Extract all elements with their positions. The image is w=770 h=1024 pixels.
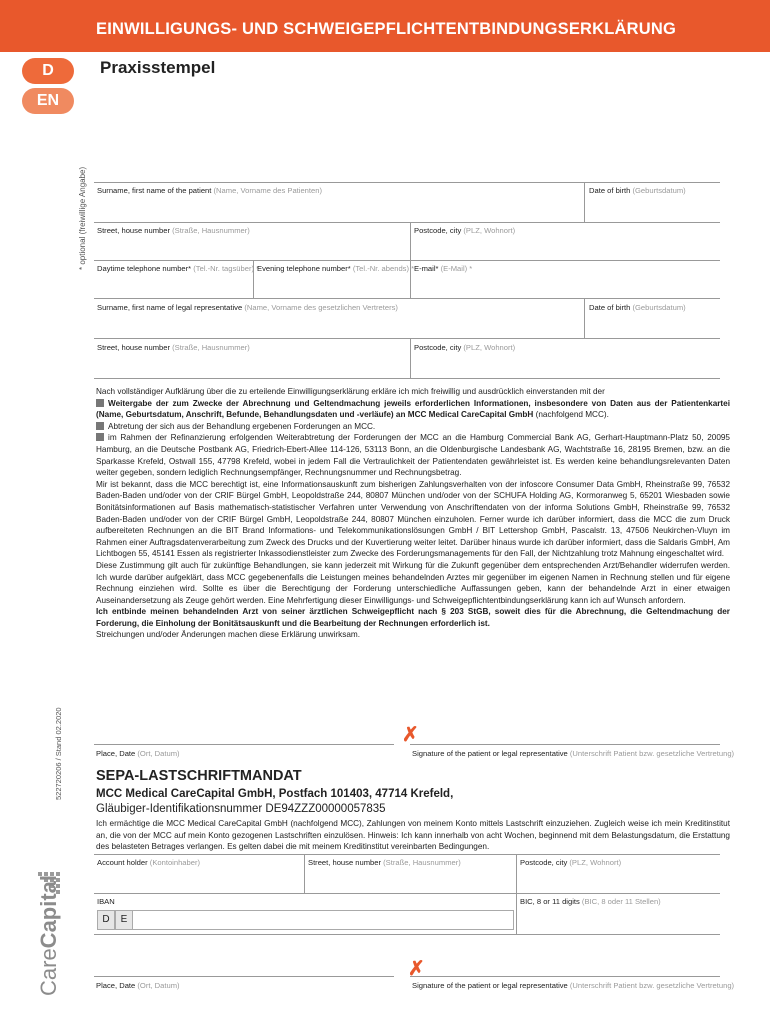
street-field[interactable]: Street, house number (Straße, Hausnummer) — [97, 226, 250, 235]
consent-text — [96, 386, 730, 641]
iban-country-e: E — [115, 910, 133, 930]
consent-para-4: Streichungen und/oder Änderungen machen diese Erklärung unwirksam. — [96, 630, 360, 640]
consent-item-1: Weitergabe der zum Zwecke der Abrechnung und Geltendmachung jeweils erforderlichen Informationen, insbesondere von Daten aus der Patientenkartei (Name, Geburtsdatum, Anschrift, Befunde, Behandlungsdaten und -verläufe) an MCC Medical CareCapital GmbH (nachfolgend MCC). — [96, 398, 730, 420]
form-divider — [304, 854, 305, 893]
signature-line — [94, 744, 394, 745]
language-badge-en[interactable]: EN — [22, 88, 74, 114]
form-line — [94, 260, 720, 261]
representative-postcode-field[interactable]: Postcode, city (PLZ, Wohnort) — [414, 343, 516, 352]
consent-para-1: Mir ist bekannt, dass die MCC berechtigt ist, eine Informationsauskunft zum bisherigen Zahlungsverhalten von der infoscore Consumer Data GmbH, Rheinstraße 99, 76532 Baden-Baden und/oder von der CRIF Bürgel GmbH, Leopoldstraße 244, 80807 München und/oder von der SCHUFA Holding AG, Kormoranweg 5, 65201 Wiesbaden sowie Bonitätsinformationen auf Basis mathematisch-statistischer Verfahren unter Verwendung von Anschriftendaten von der informa Solutions GmbH, Rheinstraße 99, 76532 Baden-Baden und/oder von der CRIF Bürgel GmbH, Leopoldstraße 244, 80807 München einzuholen. Ferner wurde ich darüber informiert, dass die MCC die zum Druck aufbereiteten Rechnungen an die BIT Brand Informations- und Telekommunikationslösungen GmbH / BIT Lettershop GmbH, Pascalstr. 13, 47506 Neukirchen-Vluyn im Rahmen einer Auftragsdatenverarbeitung zum Zweck des Drucks und der Kuvertierung weiter leitet. Darüber hinaus wurde ich darüber informiert, dass die Saldaris GmbH, Am Lichtbogen 55, 45141 Essen als registrierter Inkassodienstleister zum Zwecke des Forderungsmanagements für den Fall, der Nichtzahlung trotz Mahnung eingeschaltet wird. — [96, 479, 730, 559]
email-field[interactable]: E-mail* (E-Mail) * — [414, 264, 473, 273]
signature-field-2[interactable]: Signature of the patient or legal representative (Unterschrift Patient bzw. gesetzliche Vertretung) — [412, 981, 735, 990]
form-divider — [410, 338, 411, 378]
form-divider — [410, 222, 411, 298]
form-line — [94, 222, 720, 223]
place-date-field[interactable]: Place, Date (Ort, Datum) — [96, 749, 180, 758]
signature-field[interactable]: Signature of the patient or legal representative (Unterschrift Patient bzw. gesetzliche Vertretung) — [412, 749, 735, 758]
form-line — [94, 338, 720, 339]
sepa-postcode-field[interactable]: Postcode, city (PLZ, Wohnort) — [520, 858, 622, 867]
sepa-creditor-id: Gläubiger-Identifikationsnummer DE94ZZZ00000057835 — [96, 803, 386, 815]
signature-cross-icon: ✗ — [408, 958, 425, 980]
form-divider — [584, 298, 585, 338]
form-line — [94, 934, 720, 935]
optional-note: * optional (freiwillige Angabe) — [78, 166, 87, 270]
sepa-text: Ich ermächtige die MCC Medical CareCapital GmbH (nachfolgend MCC), Zahlungen von meinem Konto mittels Lastschrift einzuziehen. Zugleich weise ich mein Kreditinstitut an, die von der MCC auf mein Konto gezogenen Lastschriften einzulösen. Hinweis: Ich kann innerhalb von acht Wochen, beginnend mit dem Belastungsdatum, die Erstattung des belasteten Betrages verlangen. Es gelten dabei die mit meinem Kreditinstitut vereinbarten Bedingungen. — [96, 819, 730, 852]
iban-country-d: D — [97, 910, 115, 930]
representative-name-field[interactable]: Surname, first name of legal representative (Name, Vorname des gesetzlichen Vertreters) — [97, 303, 398, 312]
consent-item-3: im Rahmen der Refinanzierung erfolgenden Weiterabtretung der Forderungen der MCC an die Hamburg Commercial Bank AG, Gerhart-Hauptmann-Platz 50, 20095 Hamburg, an die Deutsche Postbank AG, Friedrich-Ebert-Allee 114-126, 53113 Bonn, an die Oldenburgische Landesbank AG, Wachtstraße 16, 28195 Bremen, bzw. an die Sparkasse Krefeld, Ostwall 155, 47798 Krefeld, wobei in jedem Fall die Vertraulichkeit der Patientendaten gewährleistet ist. Es werden keine behandlungsrelevanten Daten weiter gegeben, sondern lediglich Rechnungsempfänger, Rechnungsnummer und Rechnungsbetrag. — [96, 433, 730, 478]
postcode-field[interactable]: Postcode, city (PLZ, Wohnort) — [414, 226, 516, 235]
form-line — [94, 298, 720, 299]
signature-line — [94, 976, 394, 977]
form-line — [94, 893, 720, 894]
praxisstempel-label: Praxisstempel — [100, 58, 216, 77]
evening-phone-field[interactable]: Evening telephone number* (Tel.-Nr. abends) * — [257, 264, 415, 273]
signature-cross-icon: ✗ — [402, 724, 419, 746]
consent-intro: Nach vollständiger Aufklärung über die zu erteilende Einwilligungserklärung erkläre ich mich freiwillig und ausdrücklich einverstanden mit der — [96, 387, 605, 396]
form-code: 522720206 / Stand 02.2020 — [54, 707, 63, 800]
sepa-street-field[interactable]: Street, house number (Straße, Hausnummer) — [308, 858, 461, 867]
sepa-title: SEPA-LASTSCHRIFTMANDAT — [96, 768, 302, 784]
carecapital-logo: CareCapital — [36, 874, 61, 996]
account-holder-field[interactable]: Account holder (Kontoinhaber) — [97, 858, 201, 867]
checkbox-icon[interactable] — [96, 399, 104, 407]
patient-name-field[interactable]: Surname, first name of the patient (Name, Vorname des Patienten) — [97, 186, 322, 195]
date-of-birth-field[interactable]: Date of birth (Geburtsdatum) — [589, 186, 686, 195]
signature-line — [410, 976, 720, 977]
consent-para-2: Diese Zustimmung gilt auch für zukünftige Behandlungen, sie kann jederzeit mit Wirkung für die Zukunft gegenüber dem entsprechenden Arzt/Behandler widerrufen werden. Ich wurde darüber aufgeklärt, dass MCC gegebenenfalls die Leistungen meines behandelnden Arztes mir gegenüber im eigenen Namen in Rechnung stellen und für eigene Rechnung einziehen wird. Sollte es über die Berechtigung der Forderung unterschiedliche Auffassungen geben, kann der behandelnde Arzt in einer etwaigen Auseinandersetzung als Zeuge gehört werden. Eine Mehrfertigung dieser Einwilligungs- und Schweigepflichtentbindungserklärung kann ich auf Wunsch anfordern. — [96, 560, 730, 605]
form-title: EINWILLIGUNGS- UND SCHWEIGEPFLICHTENTBINDUNGSERKLÄRUNG — [96, 20, 677, 38]
iban-label: IBAN — [97, 897, 115, 906]
form-line — [94, 854, 720, 855]
language-badge-d[interactable]: D — [22, 58, 74, 84]
checkbox-icon[interactable] — [96, 422, 104, 430]
representative-street-field[interactable]: Street, house number (Straße, Hausnummer) — [97, 343, 250, 352]
form-line — [94, 182, 720, 183]
place-date-field-2[interactable]: Place, Date (Ort, Datum) — [96, 981, 180, 990]
sepa-company: MCC Medical CareCapital GmbH, Postfach 101403, 47714 Krefeld, — [96, 788, 454, 800]
iban-input[interactable] — [133, 910, 514, 930]
bic-field[interactable]: BIC, 8 or 11 digits (BIC, 8 oder 11 Stellen) — [520, 897, 661, 906]
form-divider — [516, 854, 517, 934]
signature-line — [410, 744, 720, 745]
daytime-phone-field[interactable]: Daytime telephone number* (Tel.-Nr. tagsüber) * — [97, 264, 260, 273]
checkbox-icon[interactable] — [96, 433, 104, 441]
consent-para-3: Ich entbinde meinen behandelnden Arzt von seiner ärztlichen Schweigepflicht nach § 203 StGB, soweit dies für die Abrechnung, die Geltendmachung der Forderung, die Einholung der Bonitätsauskunft und die Bearbeitung der Rechnungen erforderlich ist. — [96, 607, 730, 628]
form-divider — [584, 182, 585, 222]
representative-dob-field[interactable]: Date of birth (Geburtsdatum) — [589, 303, 686, 312]
consent-item-2: Abtretung der sich aus der Behandlung ergebenen Forderungen an MCC. — [96, 421, 730, 433]
form-line — [94, 378, 720, 379]
